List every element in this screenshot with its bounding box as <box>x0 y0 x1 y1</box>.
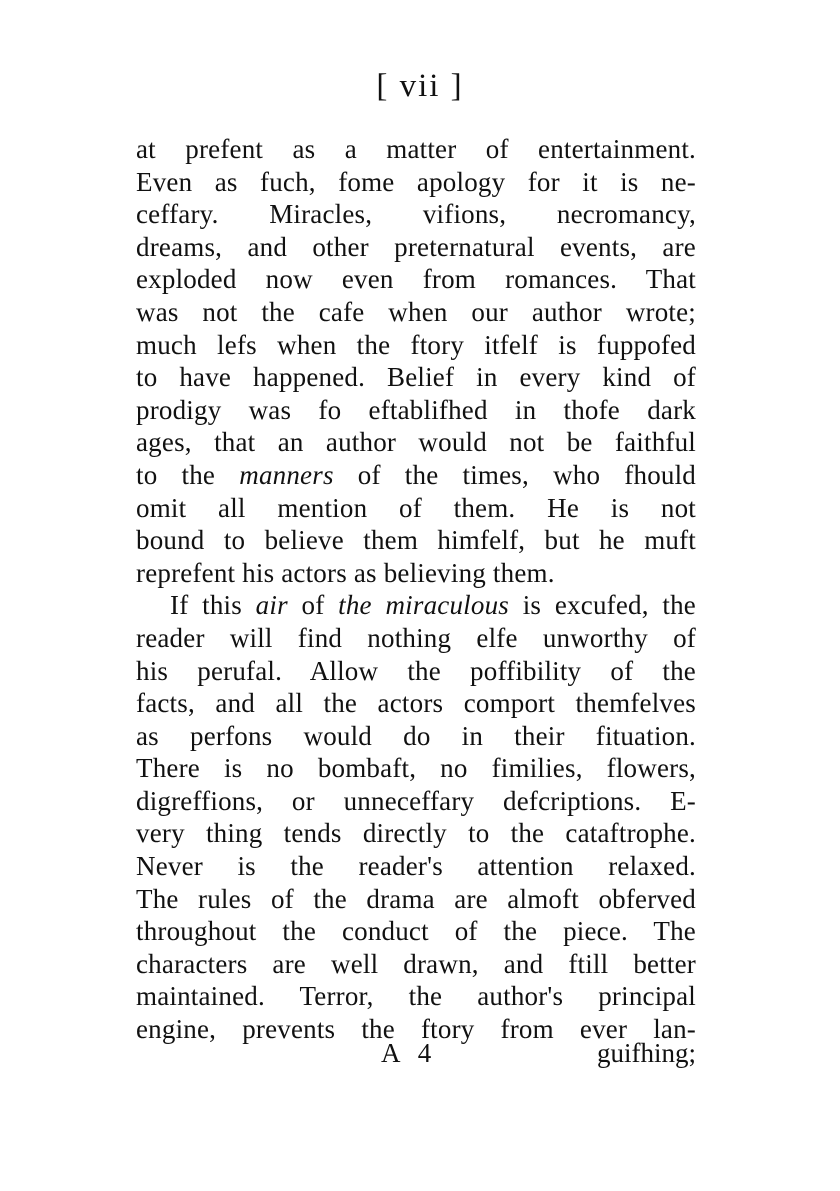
text-line: The rules of the drama are almoft obferved <box>136 883 696 914</box>
text-line: Never is the reader's attention relaxed. <box>136 851 696 882</box>
catchword: guifhing; <box>597 1038 696 1068</box>
text-line: facts, and all the actors comport themfelves <box>136 688 696 719</box>
text-segment: of the times, who fhould <box>333 459 697 490</box>
text-line <box>136 459 696 492</box>
text-line: engine, prevents the ftory from ever lan- <box>136 1014 696 1045</box>
text-line: throughout the conduct of the piece. The <box>136 916 696 947</box>
text-segment: of <box>287 590 339 621</box>
text-segment: to the <box>136 459 240 490</box>
italic-text: the miraculous <box>338 590 509 621</box>
text-segment: If this <box>170 590 256 621</box>
text-segment: is excufed, the <box>508 590 696 621</box>
text-line: much lefs when the ftory itfelf is fuppofed <box>136 329 696 360</box>
text-line: There is no bombaft, no fimilies, flowers, <box>136 753 696 784</box>
text-line: reprefent his actors as believing them. <box>136 557 555 588</box>
signature-mark: A 4 <box>381 1038 438 1068</box>
page-footer <box>136 1036 696 1070</box>
text-line: maintained. Terror, the author's principal <box>136 981 696 1012</box>
text-line: exploded now even from romances. That <box>136 264 696 295</box>
text-line: omit all mention of them. He is not <box>136 492 696 523</box>
text-line: his perufal. Allow the poffibility of the <box>136 655 696 686</box>
page-number: [ vii ] <box>376 68 464 104</box>
text-line: bound to believe them himfelf, but he muft <box>136 525 696 556</box>
text-line: prodigy was fo eftablifhed in thofe dark <box>136 394 696 425</box>
italic-text: manners <box>239 459 334 490</box>
italic-text: air <box>255 590 288 621</box>
text-line: digreffions, or unneceffary defcriptions. E- <box>136 785 696 816</box>
text-line: to have happened. Belief in every kind of <box>136 362 696 393</box>
body-text <box>136 133 696 1046</box>
text-line: ages, that an author would not be faithful <box>136 427 696 458</box>
text-line: at prefent as a matter of entertainment. <box>136 134 696 164</box>
text-line <box>136 589 696 622</box>
text-line: very thing tends directly to the cataftrophe. <box>136 818 696 849</box>
text-line: dreams, and other preternatural events, are <box>136 231 696 262</box>
text-line: was not the cafe when our author wrote; <box>136 296 696 327</box>
text-line: characters are well drawn, and ftill better <box>136 948 696 979</box>
text-line: ceffary. Miracles, vifions, necromancy, <box>136 199 696 230</box>
text-line: Even as fuch, fome apology for it is ne- <box>136 166 696 197</box>
text-line: as perfons would do in their fituation. <box>136 720 696 751</box>
text-line: reader will find nothing elfe unworthy of <box>136 622 696 653</box>
